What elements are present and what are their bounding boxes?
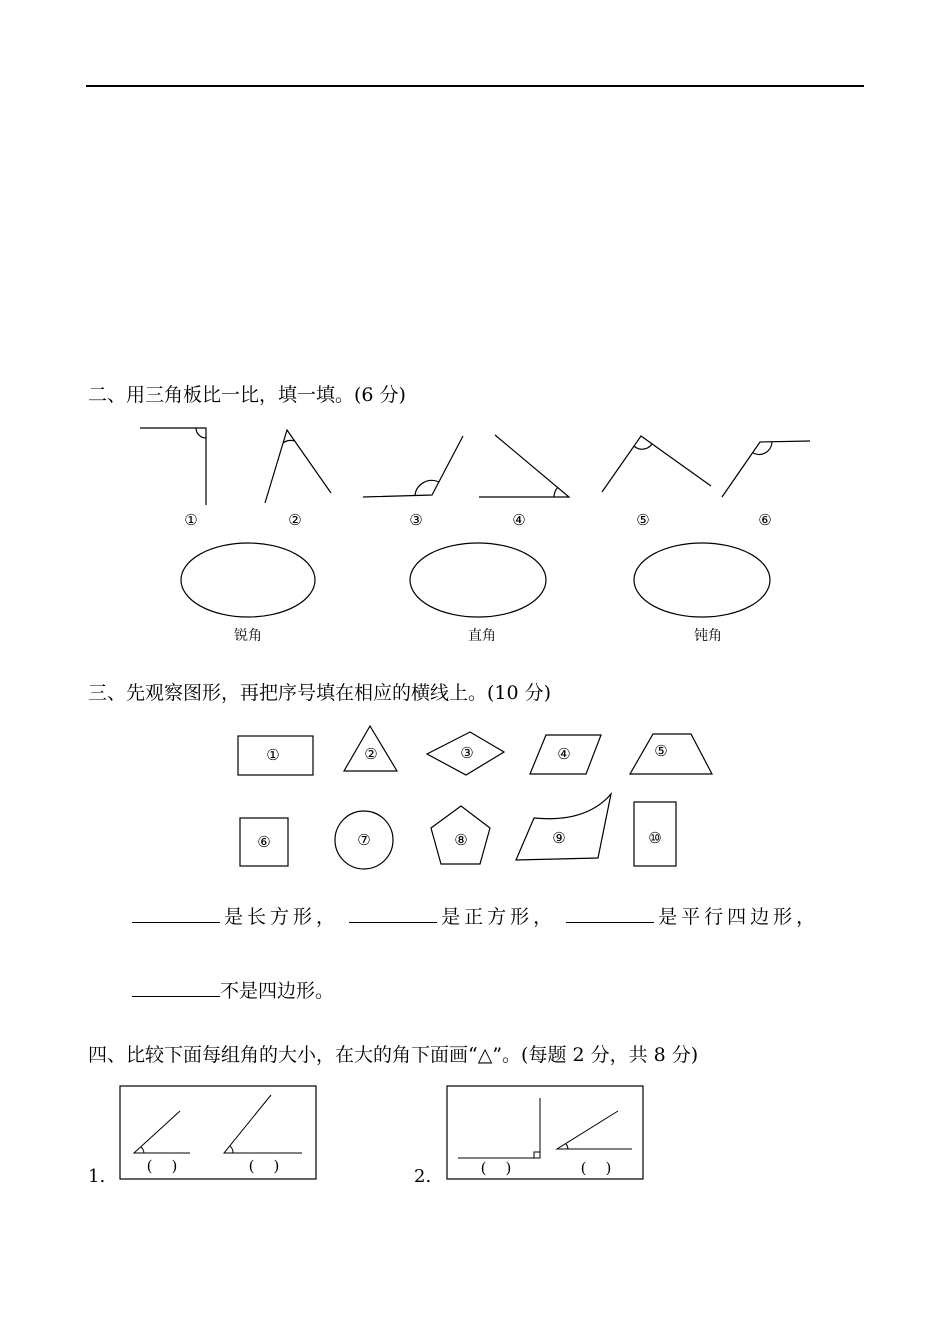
answer-text-square: 是正方形， <box>441 906 557 928</box>
section3-heading: 三、先观察图形，再把序号填在相应的横线上。(10 分) <box>88 682 552 704</box>
shape-label-2: ② <box>364 745 378 763</box>
shape-label-7: ⑦ <box>357 831 371 849</box>
angle-label-5: ⑤ <box>636 511 650 529</box>
shape-label-4: ④ <box>557 745 571 763</box>
shape-label-6: ⑥ <box>257 833 271 851</box>
answer-text-not-quadrilateral: 不是四边形。 <box>220 980 335 1002</box>
q2-angle-right <box>557 1111 632 1149</box>
q1-paren-left[interactable]: ( ) <box>146 1157 178 1175</box>
angle-label-1: ① <box>184 511 198 529</box>
angle-label-3: ③ <box>409 511 423 529</box>
q1-angle-left <box>134 1111 190 1153</box>
section2-heading: 二、用三角板比一比，填一填。(6 分) <box>88 384 406 406</box>
shape-label-5: ⑤ <box>654 742 668 760</box>
shape-label-8: ⑧ <box>454 831 468 849</box>
compare-box-2 <box>447 1086 643 1179</box>
answer-text-rectangle: 是长方形， <box>224 906 340 928</box>
q2-angle-left <box>458 1098 540 1158</box>
q1-paren-right[interactable]: ( ) <box>248 1157 280 1175</box>
q2-paren-left[interactable]: ( ) <box>480 1159 512 1177</box>
ellipse-label-obtuse: 钝角 <box>694 628 722 644</box>
question-number-2: 2. <box>414 1166 432 1187</box>
answer-text-parallelogram: 是平行四边形， <box>658 906 820 928</box>
angle-label-2: ② <box>288 511 302 529</box>
shape-label-10: ⑩ <box>648 829 662 847</box>
q2-paren-right[interactable]: ( ) <box>580 1159 612 1177</box>
shape-label-9: ⑨ <box>552 829 566 847</box>
section4-heading: 四、比较下面每组角的大小，在大的角下面画“△”。(每题 2 分，共 8 分) <box>88 1044 699 1066</box>
ellipse-label-right: 直角 <box>468 628 496 644</box>
ellipse-label-acute: 锐角 <box>234 628 262 644</box>
question-number-1: 1. <box>88 1166 106 1187</box>
q1-angle-right <box>224 1095 302 1153</box>
shape-label-3: ③ <box>460 744 474 762</box>
shape-label-1: ① <box>266 746 280 764</box>
angle-label-4: ④ <box>512 511 526 529</box>
angle-label-6: ⑥ <box>758 511 772 529</box>
